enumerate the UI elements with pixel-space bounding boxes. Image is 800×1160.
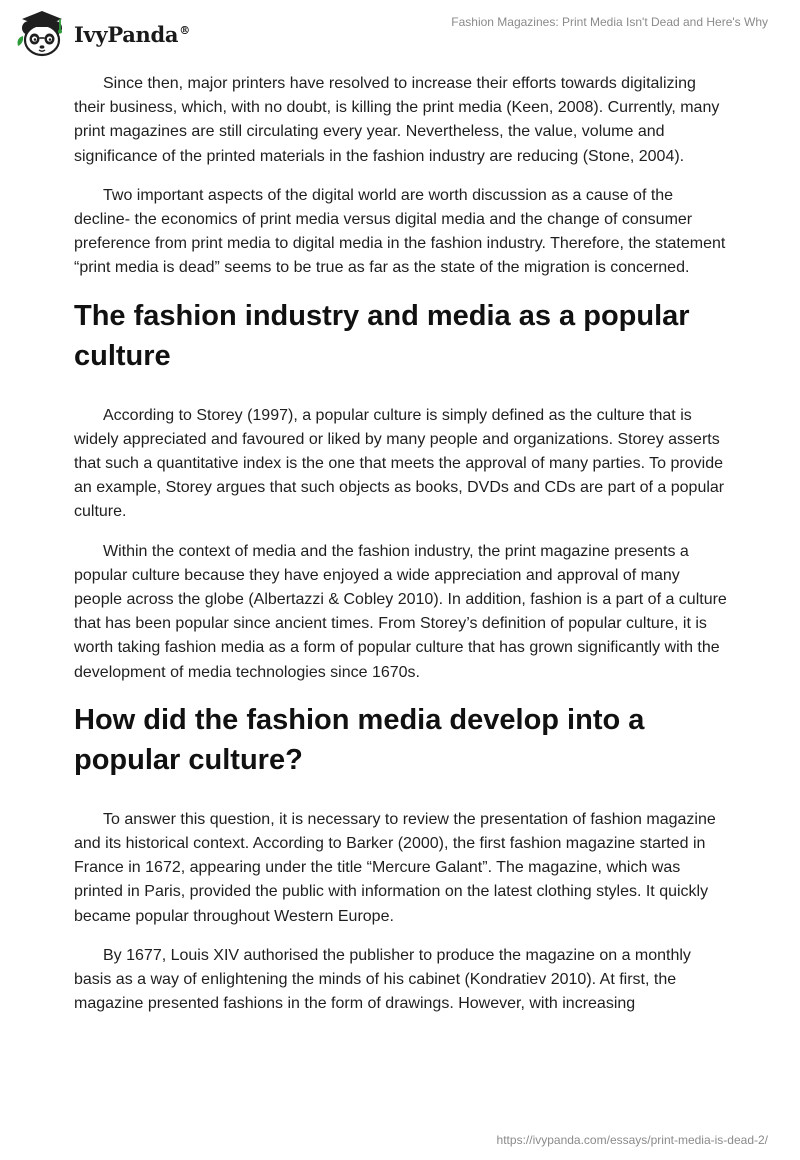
section-heading: How did the fashion media develop into a popular culture? [74, 703, 645, 776]
paragraph: By 1677, Louis XIV authorised the publisher to produce the magazine on a monthly basis as a way of enlightening the minds of his cabinet (Kondratiev 2010). At first, the magazine presented fashions in the form of drawings. However, with increasing [74, 946, 691, 1013]
paragraph: Within the context of media and the fashion industry, the print magazine presents a popular culture because they have enjoyed a wide appreciation and approval of many people across the globe (Albertazzi & Cobley 2010). In addition, fashion is a part of a culture that has been popular since ancient times. From Storey’s definition of popular culture, it is worth taking fashion media as a form of popular culture that has grown significantly with the development of media technologies since 1670s. [74, 542, 727, 681]
brand-name: IvyPanda® [74, 21, 190, 47]
paragraph: Two important aspects of the digital world are worth discussion as a cause of the decline- the economics of print media versus digital media and the change of consumer preference from print media to digital media in the fashion industry. Therefore, the statement “print media is dead” seems to be true as far as the state of the migration is concerned. [74, 186, 726, 277]
article-body [74, 72, 730, 1031]
source-url[interactable]: https://ivypanda.com/essays/print-media-is-dead-2/ [496, 1133, 768, 1147]
section-heading: The fashion industry and media as a popular culture [74, 299, 690, 372]
document-title: Fashion Magazines: Print Media Isn't Dead and Here's Why [451, 15, 768, 29]
paragraph: According to Storey (1997), a popular culture is simply defined as the culture that is widely appreciated and favoured or liked by many people and organizations. Storey asserts that such a quantitative index is the one that meets the approval of many parties. To provide an example, Storey argues that such objects as books, DVDs and CDs are part of a popular culture. [74, 406, 725, 521]
panda-graduate-icon [14, 8, 70, 60]
ivypanda-logo[interactable] [14, 8, 190, 60]
page-header [0, 0, 800, 70]
paragraph: Since then, major printers have resolved to increase their efforts towards digitalizing their business, which, with no doubt, is killing the print media (Keen, 2008). Currently, many print magazines are still circulating every year. Nevertheless, the value, volume and significance of the printed materials in the fashion industry are reducing (Stone, 2004). [74, 75, 720, 165]
paragraph: To answer this question, it is necessary to review the presentation of fashion magazine and its historical context. According to Barker (2000), the first fashion magazine started in France in 1672, appearing under the title “Mercure Galant”. The magazine, which was printed in Paris, provided the public with information on the latest clothing styles. It quickly became popular throughout Western Europe. [74, 810, 716, 925]
